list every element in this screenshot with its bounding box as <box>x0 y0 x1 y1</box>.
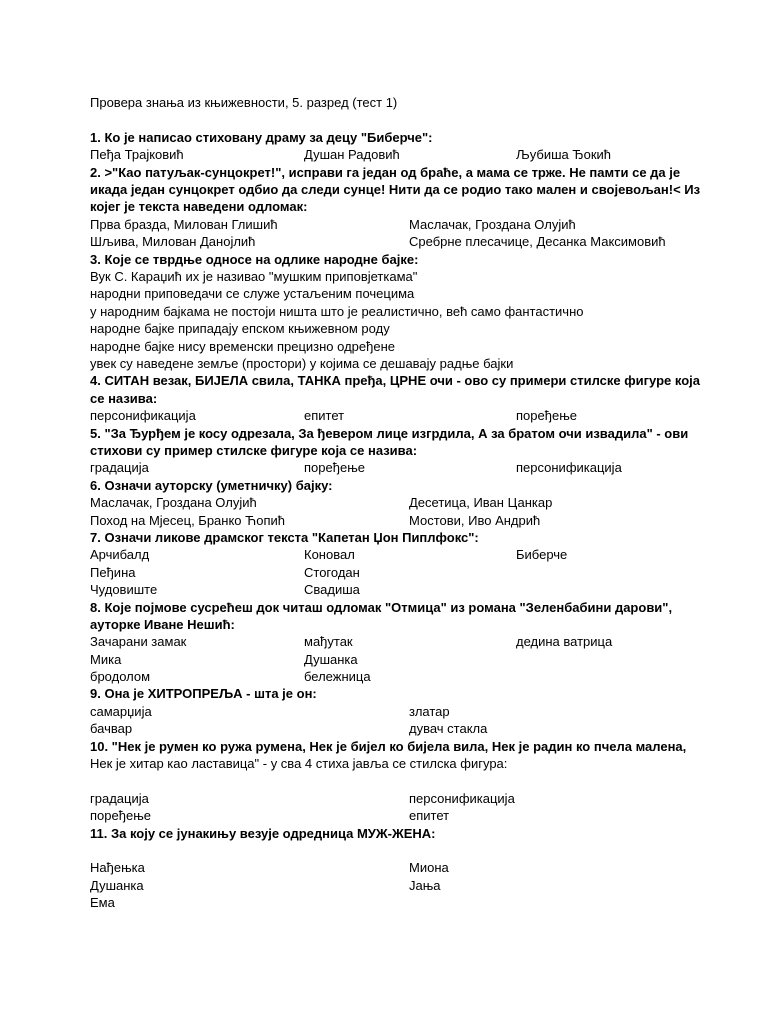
option[interactable]: Душан Радовић <box>304 147 400 163</box>
option[interactable]: епитет <box>409 808 450 824</box>
option[interactable]: дедина ватрица <box>516 634 613 650</box>
option[interactable]: бродолом <box>90 669 151 685</box>
option[interactable]: дувач стакла <box>409 721 488 737</box>
options-row <box>90 494 710 511</box>
option[interactable]: Душанка <box>90 877 144 893</box>
options-row <box>90 807 710 824</box>
options-row <box>90 146 710 163</box>
option[interactable]: самарџија <box>90 703 152 719</box>
question-1: 1. Ко је написао стиховану драму за децу "Биберче": <box>90 129 433 145</box>
option[interactable]: персонификација <box>516 460 622 476</box>
document-title: Провера знања из књижевности, 5. разред (тест 1) <box>90 95 398 110</box>
option[interactable]: Шљива, Милован Данојлић <box>90 234 256 250</box>
option[interactable]: персонификација <box>90 408 196 424</box>
option[interactable]: Пеђа Трајковић <box>90 147 184 163</box>
options-row <box>90 703 710 720</box>
option[interactable]: Поход на Мјесец, Бранко Ћопић <box>90 512 285 528</box>
option[interactable]: Маслачак, Гроздана Олујић <box>90 495 257 511</box>
options-row <box>90 216 710 233</box>
options-row <box>90 720 710 737</box>
option[interactable]: поређење <box>90 808 151 824</box>
option[interactable]: Чудовиште <box>90 582 158 598</box>
option[interactable]: Маслачак, Гроздана Олујић <box>409 216 576 232</box>
option[interactable]: у народним бајкама не постоји ништа што је реалистично, већ само фантастично <box>90 303 584 319</box>
option[interactable]: Нађењка <box>90 860 145 876</box>
option[interactable]: Мика <box>90 651 122 667</box>
option[interactable]: градација <box>90 460 149 476</box>
options-row <box>90 877 710 894</box>
option[interactable]: Ема <box>90 895 115 911</box>
option[interactable]: Сребрне плесачице, Десанка Максимовић <box>409 234 666 250</box>
option[interactable]: бележница <box>304 669 371 685</box>
question-7: 7. Означи ликове драмског текста "Капетан Џон Пиплфокс": <box>90 529 479 545</box>
options-row <box>90 859 710 876</box>
options-row <box>90 790 710 807</box>
options-row <box>90 668 710 685</box>
options-row <box>90 407 710 424</box>
options-row <box>90 233 710 250</box>
options-row <box>90 459 710 476</box>
option[interactable]: народне бајке припадају епском књижевном роду <box>90 321 390 337</box>
question-4: 4. СИТАН везак, БИЈЕЛА свила, ТАНКА пређа, ЦРНЕ очи - ово су примери стилске фигуре која се назива: <box>90 373 700 406</box>
option[interactable]: Прва бразда, Милован Глишић <box>90 216 278 232</box>
spacer <box>90 772 710 789</box>
option[interactable]: Арчибалд <box>90 547 150 563</box>
option[interactable]: Пеђина <box>90 564 136 580</box>
option[interactable]: поређење <box>516 408 577 424</box>
question-8: 8. Које појмове сусрећеш док читаш одломак "Отмица" из романа "Зеленбабини дарови", ауторке Иване Нешић: <box>90 599 673 632</box>
options-row <box>90 581 710 598</box>
option[interactable]: мађутак <box>304 634 353 650</box>
option[interactable]: Свадиша <box>304 582 360 598</box>
spacer <box>90 842 710 859</box>
option[interactable]: поређење <box>304 460 365 476</box>
option[interactable]: епитет <box>304 408 345 424</box>
option[interactable]: златар <box>409 703 450 719</box>
option[interactable]: Љубиша Ђокић <box>516 147 612 163</box>
question-9: 9. Она је ХИТРОПРЕЉА - шта је он: <box>90 686 317 702</box>
question-3: 3. Које се тврдње односе на одлике народне бајке: <box>90 251 419 267</box>
option[interactable]: Стогодан <box>304 564 360 580</box>
options-row <box>90 633 710 650</box>
options-row <box>90 546 710 563</box>
option[interactable]: Мостови, Иво Андрић <box>409 512 541 528</box>
question-10-continued: Нек је хитар као ластавица" - у сва 4 стиха јавља се стилска фигура: <box>90 756 508 772</box>
options-row <box>90 651 710 668</box>
question-2: 2. >"Као патуљак-сунцокрет!", исправи га један од браће, а мама се трже. Не памти се да је икада један сунцокрет одбио да следи сунце! Нити да се родио тако мален и својевољан!< Из којег је текста наведени одломак: <box>90 164 701 215</box>
question-5: 5. "За Ђурђем је косу одрезала, За ђевером лице изгрдила, А за братом очи извадила" - ови стихови су пример стилске фигуре која се назива: <box>90 425 689 458</box>
option[interactable]: Душанка <box>304 651 358 667</box>
question-10: 10. "Нек је румен ко ружа румена, Нек је бијел ко бијела вила, Нек је радин ко пчела малена, <box>90 738 687 754</box>
option[interactable]: Биберче <box>516 547 568 563</box>
document-page <box>90 94 710 912</box>
question-11: 11. За коју се јунакињу везује одредница МУЖ-ЖЕНА: <box>90 825 436 841</box>
option[interactable]: Вук С. Караџић их је називао "мушким приповјеткама" <box>90 268 418 284</box>
options-row <box>90 512 710 529</box>
option[interactable]: Десетица, Иван Цанкар <box>409 495 553 511</box>
option[interactable]: Јања <box>409 877 441 893</box>
options-row <box>90 894 710 911</box>
option[interactable]: народне бајке нису временски прецизно одређене <box>90 338 396 354</box>
option[interactable]: градација <box>90 790 149 806</box>
option[interactable]: персонификација <box>409 790 515 806</box>
option[interactable]: Миона <box>409 860 449 876</box>
option[interactable]: бачвар <box>90 721 133 737</box>
option[interactable]: Коновал <box>304 547 355 563</box>
option[interactable]: народни приповедачи се служе устаљеним почецима <box>90 286 415 302</box>
options-row <box>90 564 710 581</box>
option[interactable]: Зачарани замак <box>90 634 187 650</box>
question-6: 6. Означи ауторску (уметничку) бајку: <box>90 477 333 493</box>
option[interactable]: увек су наведене земље (простори) у којима се дешавају радње бајки <box>90 355 514 371</box>
